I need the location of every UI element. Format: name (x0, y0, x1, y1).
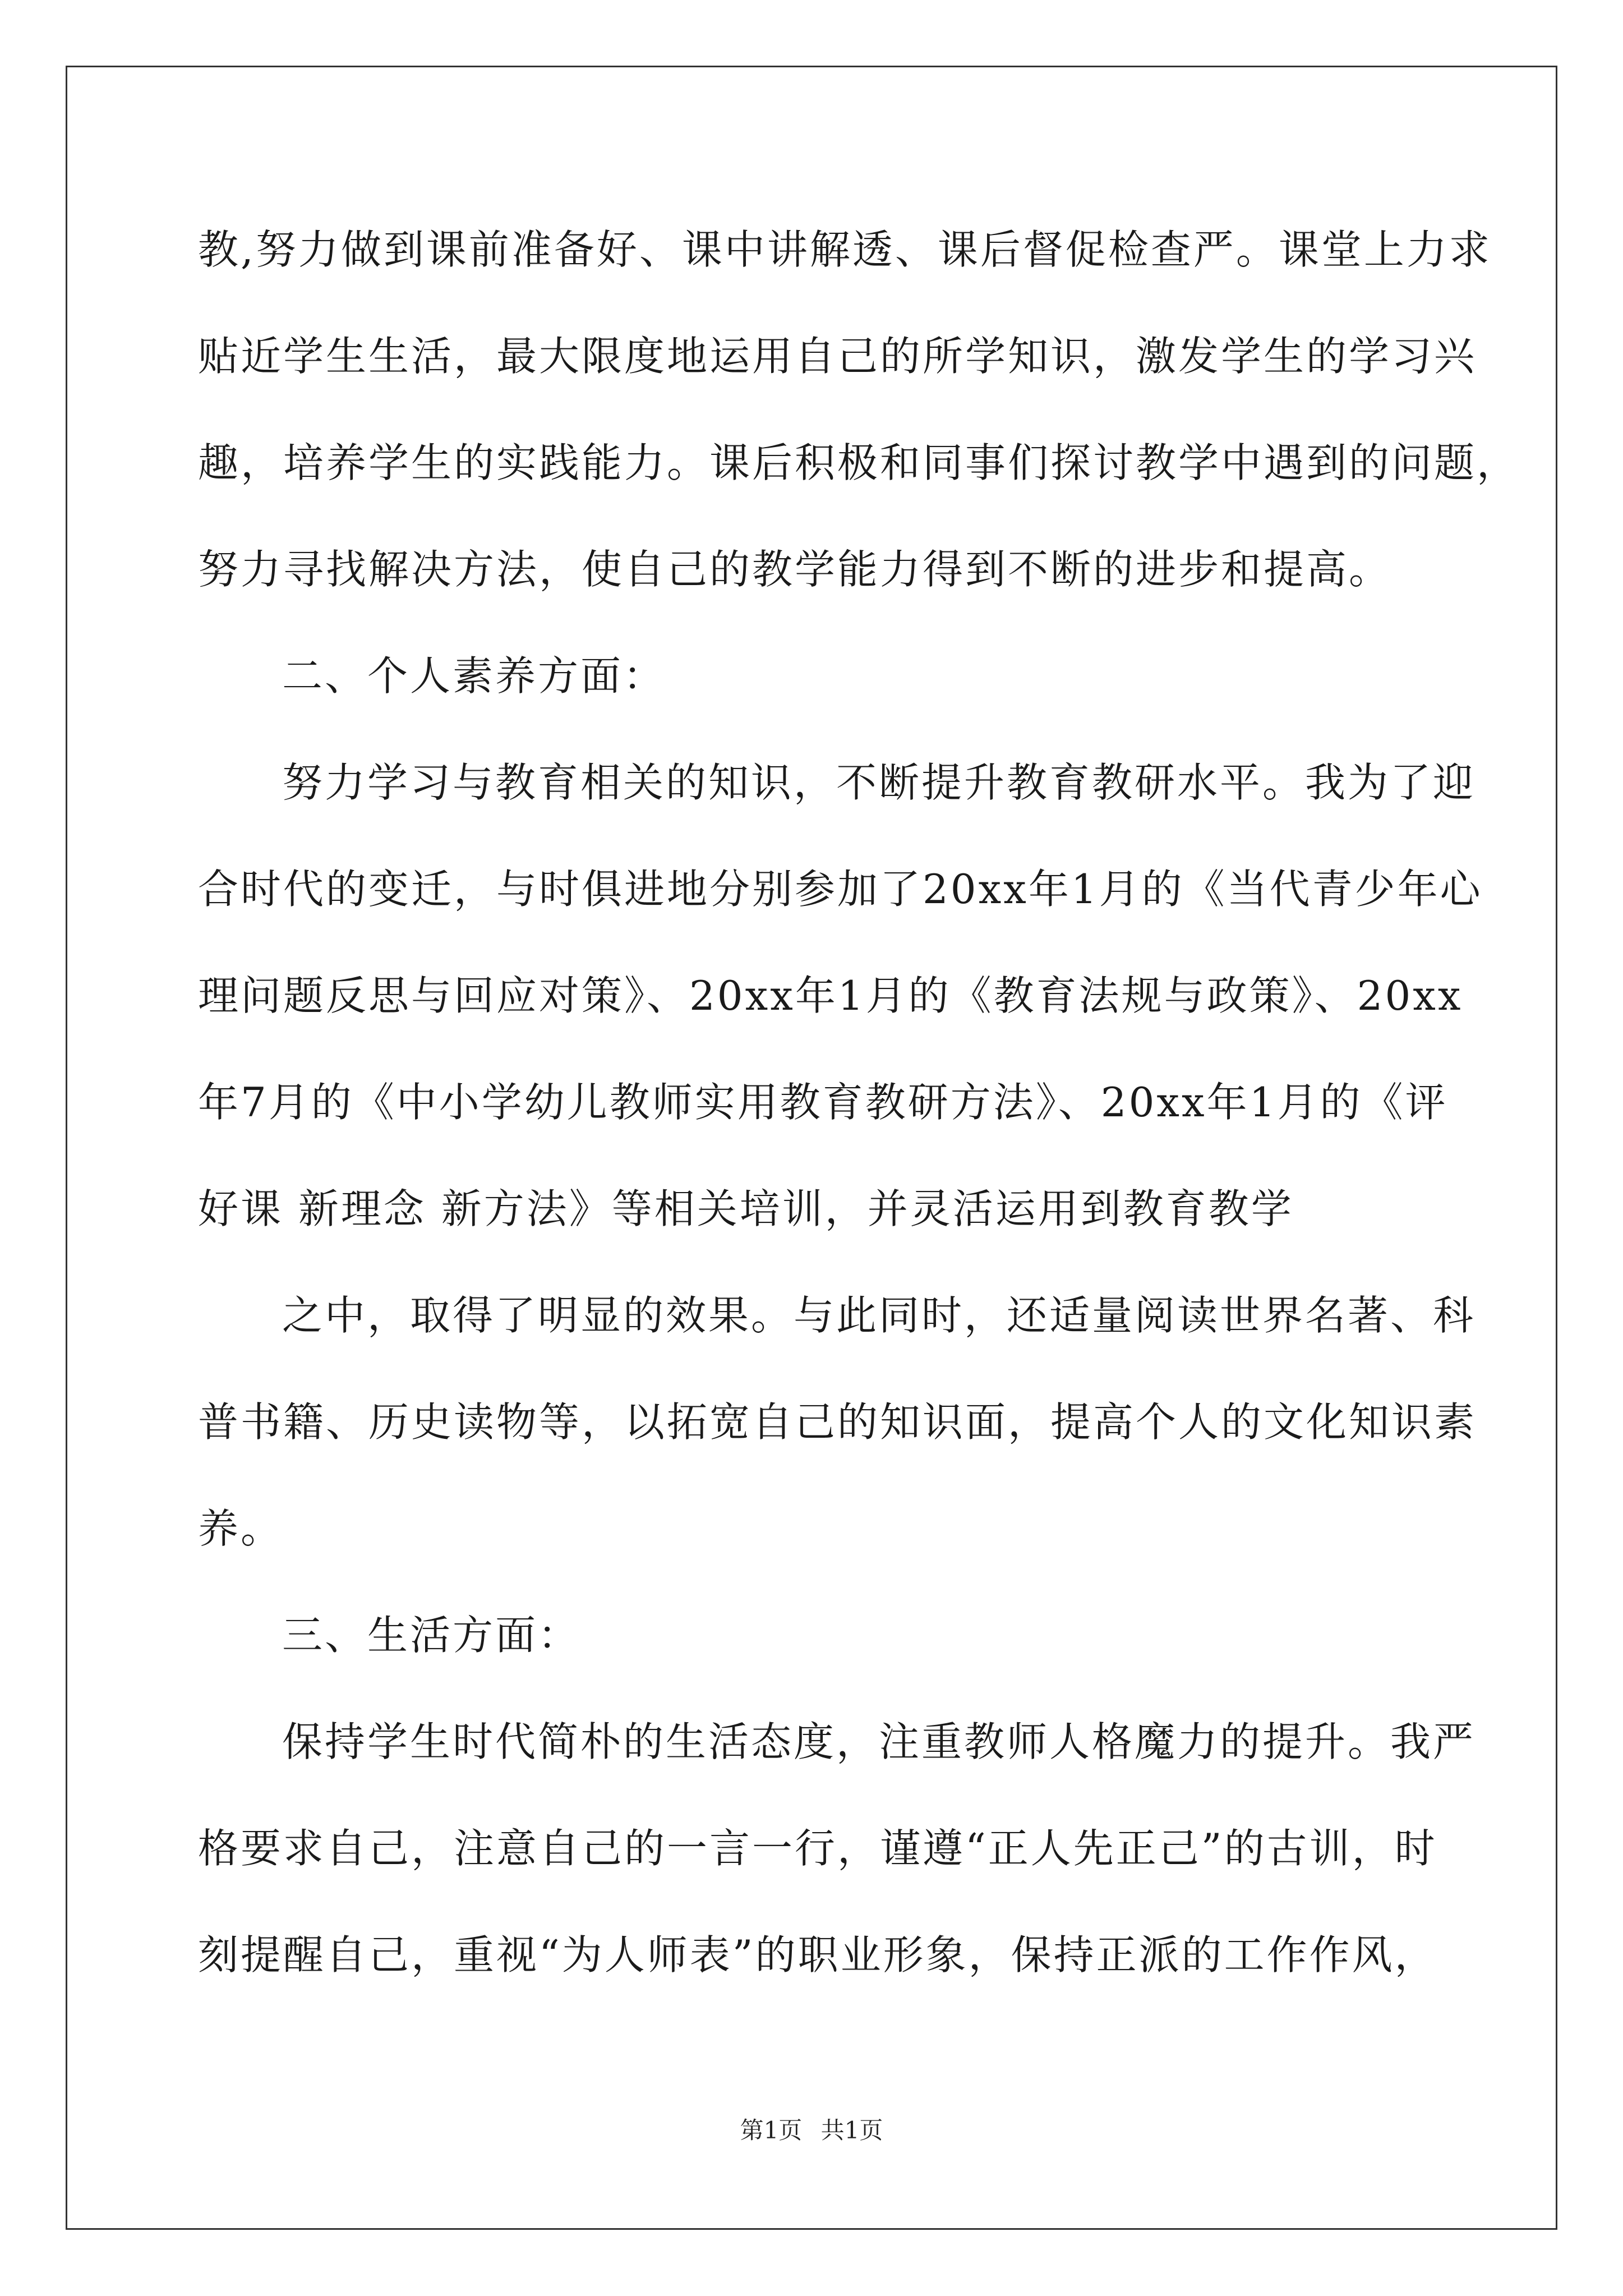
text-line: 教,努力做到课前准备好、课中讲解透、课后督促检查严。课堂上力求 (198, 226, 1492, 273)
text-line: 年7月的《中小学幼儿教师实用教育教研方法》、20xx年1月的《评 (198, 1079, 1448, 1126)
text-line: 之中，取得了明显的效果。与此同时，还适量阅读世界名著、科 (282, 1292, 1476, 1339)
page-count: 共1页 (820, 2116, 883, 2144)
text-line: 理问题反思与回应对策》、20xx年1月的《教育法规与政策》、20xx (198, 972, 1463, 1019)
page-footer (0, 2114, 1623, 2147)
text-line: 格要求自己，注意自己的一言一行，谨遵“正人先正己”的古训，时 (198, 1825, 1437, 1872)
section-heading: 三、生活方面： (282, 1612, 581, 1659)
section-heading: 二、个人素养方面： (282, 652, 666, 700)
text-line: 养。 (198, 1505, 284, 1552)
text-line: 好课 新理念 新方法》等相关培训，并灵活运用到教育教学 (198, 1185, 1294, 1232)
text-line: 普书籍、历史读物等，以拓宽自己的知识面，提高个人的文化知识素 (198, 1398, 1477, 1446)
text-line: 趣，培养学生的实践能力。课后积极和同事们探讨教学中遇到的问题， (198, 439, 1520, 486)
text-line: 刻提醒自己，重视“为人师表”的职业形象，保持正派的工作作风， (198, 1931, 1437, 1978)
text-line: 保持学生时代简朴的生活态度，注重教师人格魔力的提升。我严 (282, 1718, 1476, 1765)
text-line: 努力学习与教育相关的知识，不断提升教育教研水平。我为了迎 (282, 759, 1476, 806)
text-line: 贴近学生生活，最大限度地运用自己的所学知识，激发学生的学习兴 (198, 333, 1477, 380)
page-border (66, 66, 1557, 2230)
text-line: 合时代的变迁，与时俱进地分别参加了20xx年1月的《当代青少年心 (198, 866, 1483, 913)
page-number: 第1页 (740, 2116, 803, 2144)
text-line: 努力寻找解决方法，使自己的教学能力得到不断的进步和提高。 (198, 546, 1392, 593)
